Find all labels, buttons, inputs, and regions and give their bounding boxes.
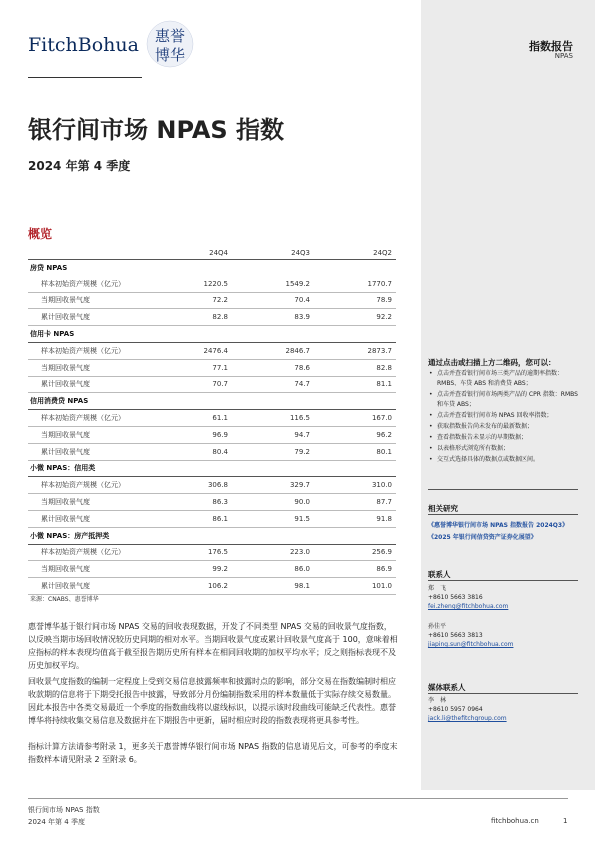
cell-value: 223.0 [232, 544, 314, 561]
qr-heading: 通过点击或扫描上方二维码，您可以： [428, 358, 556, 367]
table-row [28, 443, 396, 460]
overview-table [28, 246, 396, 595]
overview-heading: 概览 [28, 227, 53, 241]
cell-value: 2873.7 [314, 342, 396, 359]
row-label: 当期回收景气度 [28, 359, 150, 376]
cell-value: 91.8 [314, 510, 396, 527]
row-label: 累计回收景气度 [28, 309, 150, 326]
research-link-2[interactable]: 《2025 年银行间信贷资产证券化展望》 [428, 534, 537, 541]
cell-value: 74.7 [232, 376, 314, 393]
sidebar-divider [428, 489, 578, 490]
cell-value: 116.5 [232, 410, 314, 427]
cell-value: 77.1 [150, 359, 232, 376]
cell-value: 167.0 [314, 410, 396, 427]
footer-site-link[interactable]: fitchbohua.cn [491, 817, 539, 825]
row-label: 当期回收景气度 [28, 494, 150, 511]
research-divider [428, 514, 578, 515]
qr-feature-item: • 获取指数报告尚未发布的最新数据； [428, 422, 578, 432]
section-title: 小微 NPAS：房产抵押类 [28, 527, 396, 544]
section-title: 信用卡 NPAS [28, 326, 396, 343]
contact-email[interactable]: jiaping.sun@fitchbohua.com [428, 641, 514, 648]
cell-value: 82.8 [314, 359, 396, 376]
research-link-1[interactable]: 《惠誉博华银行间市场 NPAS 指数报告 2024Q3》 [428, 522, 569, 529]
table-row [28, 578, 396, 595]
cell-value: 83.9 [232, 309, 314, 326]
cell-value: 101.0 [314, 578, 396, 595]
qr-feature-list [428, 369, 578, 466]
section-title: 房贷 NPAS [30, 263, 68, 272]
table-row [28, 494, 396, 511]
footer-report-name: 银行间市场 NPAS 指数 [28, 806, 100, 814]
row-label: 当期回收景气度 [28, 426, 150, 443]
cell-value: 306.8 [150, 477, 232, 494]
media-contact-phone: +8610 5957 0964 [428, 706, 483, 713]
contact-card [428, 584, 508, 611]
cell-value: 72.2 [150, 292, 232, 309]
page-subtitle: 2024 年第 4 季度 [28, 159, 131, 173]
section-title: 小微 NPAS：信用类 [28, 460, 396, 477]
row-label: 样本初始资产规模（亿元） [28, 342, 150, 359]
cell-value: 87.7 [314, 494, 396, 511]
table-source: 来源：CNABS、惠誉博华 [30, 596, 99, 603]
cell-value: 310.0 [314, 477, 396, 494]
table-row [28, 342, 396, 359]
table-row [28, 544, 396, 561]
table-row [28, 359, 396, 376]
cell-value: 176.5 [150, 544, 232, 561]
table-row [28, 309, 396, 326]
cell-value: 79.2 [232, 443, 314, 460]
table-row [28, 410, 396, 427]
column-header: 24Q2 [314, 246, 396, 260]
report-subtype: NPAS [554, 52, 573, 60]
cell-value: 1770.7 [314, 276, 396, 292]
cell-value: 86.3 [150, 494, 232, 511]
table-row [28, 376, 396, 393]
logo-seal-icon [146, 20, 194, 68]
table-section-row [28, 393, 396, 410]
cell-value: 61.1 [150, 410, 232, 427]
table-header-row [28, 246, 396, 260]
column-header: 24Q4 [150, 246, 232, 260]
report-type: 指数报告 [529, 40, 573, 53]
page-title: 银行间市场 NPAS 指数 [28, 116, 285, 144]
cell-value: 106.2 [150, 578, 232, 595]
table-section-row [28, 460, 396, 477]
contact-name: 孙佳平 [428, 623, 447, 630]
cell-value: 82.8 [150, 309, 232, 326]
media-divider [428, 693, 578, 694]
cell-value: 91.5 [232, 510, 314, 527]
media-contact-email[interactable]: jack.li@thefitchgroup.com [428, 715, 507, 722]
cell-value: 81.1 [314, 376, 396, 393]
qr-feature-item: • 点击并查看银行间市场三类产品的逾期率指数：RMBS、车贷 ABS 和消费贷 ABS； [428, 369, 578, 389]
table-row [28, 477, 396, 494]
cell-value: 78.9 [314, 292, 396, 309]
cell-value: 329.7 [232, 477, 314, 494]
cell-value: 86.9 [314, 561, 396, 578]
qr-feature-item: • 查看指数报告未显示的早期数据； [428, 433, 578, 443]
contact-phone: +8610 5663 3813 [428, 632, 483, 639]
table-section-row [28, 260, 396, 276]
row-label: 累计回收景气度 [28, 376, 150, 393]
row-label: 累计回收景气度 [28, 578, 150, 595]
research-heading: 相关研究 [428, 504, 458, 513]
cell-value: 256.9 [314, 544, 396, 561]
cell-value: 1549.2 [232, 276, 314, 292]
row-label: 样本初始资产规模（亿元） [28, 410, 150, 427]
table-row [28, 292, 396, 309]
cell-value: 96.2 [314, 426, 396, 443]
row-label: 样本初始资产规模（亿元） [28, 544, 150, 561]
cell-value: 2476.4 [150, 342, 232, 359]
section-title: 信用消费贷 NPAS [28, 393, 396, 410]
cell-value: 80.4 [150, 443, 232, 460]
qr-feature-item: • 以表格形式浏览所有数据； [428, 444, 578, 454]
qr-feature-item: • 点击并查看银行间市场 NPAS 回收率指数； [428, 411, 578, 421]
qr-feature-item: • 点击并查看银行间市场两类产品的 CPR 指数：RMBS 和车贷 ABS； [428, 390, 578, 410]
cell-value: 90.0 [232, 494, 314, 511]
contact-phone: +8610 5663 3816 [428, 594, 483, 601]
cell-value: 70.4 [232, 292, 314, 309]
cell-value: 86.1 [150, 510, 232, 527]
cell-value: 94.7 [232, 426, 314, 443]
media-contacts-heading: 媒体联系人 [428, 683, 466, 692]
cell-value: 99.2 [150, 561, 232, 578]
logo-divider [28, 77, 142, 78]
contacts-heading: 联系人 [428, 570, 451, 579]
logo-seal-bottom: 博华 [154, 46, 186, 64]
media-contact-name: 李 林 [428, 697, 447, 704]
table-section-row [28, 326, 396, 343]
table-row [28, 561, 396, 578]
cell-value: 80.1 [314, 443, 396, 460]
row-label: 样本初始资产规模（亿元） [28, 477, 150, 494]
table-row [28, 276, 396, 292]
table-row [28, 510, 396, 527]
contact-name: 郑 飞 [428, 585, 447, 592]
paragraph-1: 惠誉博华基于银行间市场 NPAS 交易的回收表现数据，开发了不同类型 NPAS 交易的回收景气度指数，以反映当期市场回收情况较历史同期的相对水平。当期回收景气度或累计回收景气度高于 100，意味着相应指标的样本表现均值高于截至报告期历史所有样本在相同回收期的加权平均水平；反之则指标表现不及历史加权平均。 [28, 622, 398, 670]
footer-divider [28, 798, 568, 799]
logo-wordmark: FitchBohua [28, 34, 139, 56]
row-label: 样本初始资产规模（亿元） [28, 276, 150, 292]
header-spacer [28, 246, 150, 260]
row-label: 累计回收景气度 [28, 510, 150, 527]
page-number: 1 [563, 817, 568, 825]
contact-card [428, 622, 513, 649]
table-section-row [28, 527, 396, 544]
cell-value: 78.6 [232, 359, 314, 376]
media-contact-card [428, 696, 507, 723]
row-label: 当期回收景气度 [28, 292, 150, 309]
logo-seal-top: 惠誉 [154, 27, 186, 45]
cell-value: 1220.5 [150, 276, 232, 292]
column-header: 24Q3 [232, 246, 314, 260]
contacts-divider [428, 580, 578, 581]
table-row [28, 426, 396, 443]
cell-value: 2846.7 [232, 342, 314, 359]
contact-email[interactable]: fei.zheng@fitchbohua.com [428, 603, 509, 610]
row-label: 累计回收景气度 [28, 443, 150, 460]
cell-value: 92.2 [314, 309, 396, 326]
cell-value: 86.0 [232, 561, 314, 578]
cell-value: 70.7 [150, 376, 232, 393]
paragraph-3: 指标计算方法请参考附录 1，更多关于惠誉博华银行间市场 NPAS 指数的信息请见后文，可参考的季度末指数样本请见附录 2 至附录 6。 [28, 742, 398, 764]
row-label: 当期回收景气度 [28, 561, 150, 578]
qr-feature-item: • 交互式选择具体的数据点或数据区间。 [428, 455, 578, 465]
cell-value: 98.1 [232, 578, 314, 595]
paragraph-2: 回收景气度指数的编制一定程度上受到交易信息披露频率和披露时点的影响，部分交易在指数编制时相应收款期的信息将于下期受托报告中披露，导致部分月份编制指数采用的样本数量低于实际存续交易数量。因此本报告中各类交易最近一个季度的指数曲线将以虚线标识，以提示该时段曲线可能缺乏代表性。惠誉博华将持续收集交易信息及数据并在下期报告中更新，届时相应时段的指数表现将更具参考性。 [28, 677, 396, 725]
footer-period: 2024 年第 4 季度 [28, 818, 85, 826]
cell-value: 96.9 [150, 426, 232, 443]
